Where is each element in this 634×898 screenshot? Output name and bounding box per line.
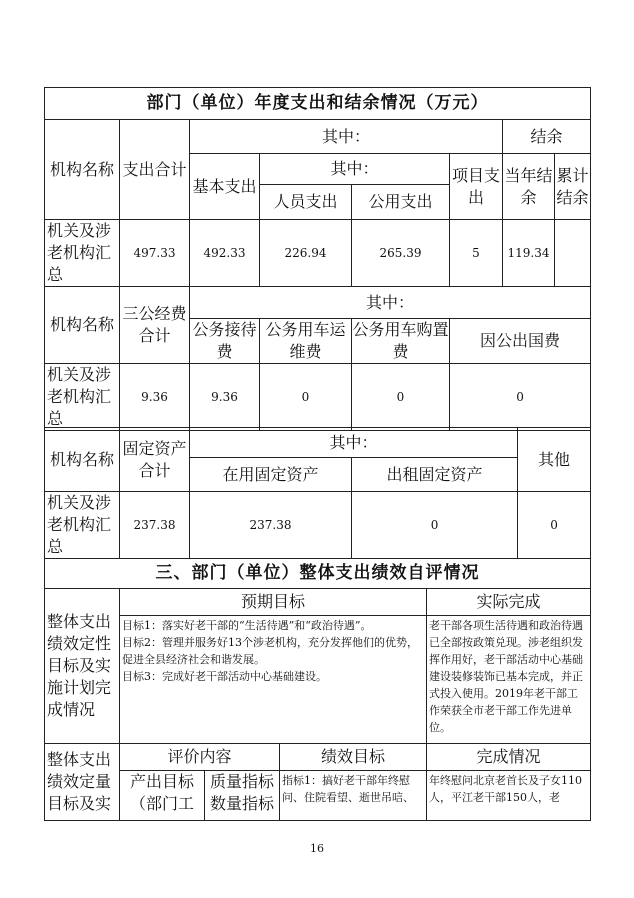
cell-car-purchase-expense: 0	[352, 364, 450, 431]
cell-car-operation-expense: 0	[260, 364, 352, 431]
surplus-header: 结余	[503, 120, 591, 154]
cell-other-assets: 0	[518, 492, 591, 559]
output-goal-cell: 产出目标（部门工	[120, 771, 205, 821]
personnel-expenditure-header: 人员支出	[260, 185, 352, 220]
of-which-header: 其中：	[190, 120, 503, 154]
rented-assets-header: 出租固定资产	[352, 458, 518, 492]
section3-title: 三、部门（单位）整体支出绩效自评情况	[45, 559, 591, 589]
org-name-header: 机构名称	[45, 428, 120, 492]
cell-basic-expenditure: 492.33	[190, 220, 260, 287]
expenditure-surplus-table	[44, 87, 591, 287]
completion-status-header: 完成情况	[427, 744, 591, 771]
cell-year-surplus: 119.34	[503, 220, 555, 287]
cell-public-use-expenditure: 265.39	[352, 220, 450, 287]
basic-expenditure-header: 基本支出	[190, 154, 260, 220]
qualitative-goals-label: 整体支出绩效定性目标及实施计划完成情况	[45, 589, 120, 744]
page-number: 16	[310, 842, 324, 855]
cumulative-surplus-header: 累计结余	[555, 154, 591, 220]
fixed-assets-total-header: 固定资产合计	[120, 428, 190, 492]
org-name-header: 机构名称	[45, 120, 120, 220]
public-use-expenditure-header: 公用支出	[352, 185, 450, 220]
fixed-assets-table	[44, 427, 591, 559]
performance-evaluation-table	[44, 558, 591, 821]
performance-goal-header: 绩效目标	[280, 744, 427, 771]
other-header: 其他	[518, 428, 591, 492]
cell-in-use-assets: 237.38	[190, 492, 352, 559]
cell-reception-expense: 9.36	[190, 364, 260, 431]
total-expenditure-header: 支出合计	[120, 120, 190, 220]
cell-total-expenditure: 497.33	[120, 220, 190, 287]
three-public-total-header: 三公经费合计	[120, 287, 190, 364]
actual-completion-header: 实际完成	[427, 589, 591, 616]
cell-cumulative-surplus	[555, 220, 591, 287]
cell-rented-assets: 0	[352, 492, 518, 559]
completion1-text: 年终慰问北京老首长及子女110人，平江老干部150人，老	[427, 771, 591, 821]
cell-personnel-expenditure: 226.94	[260, 220, 352, 287]
indicator1-text: 指标1：搞好老干部年终慰问、住院看望、逝世吊唁、	[280, 771, 427, 821]
of-which-sub-header: 其中：	[260, 154, 450, 185]
actual-completion-text: 老干部各项生活待遇和政治待遇已全部按政策兑现。涉老组织发挥作用好，老干部活动中心基础建设装修装饰已基本完成，并正式投入使用。2019年老干部工作荣获全市老干部工作先进单位。	[427, 616, 591, 744]
expected-goals-header: 预期目标	[120, 589, 427, 616]
of-which-header: 其中：	[190, 428, 518, 458]
row-org-name: 机关及涉老机构汇总	[45, 220, 120, 287]
cell-project-expenditure: 5	[450, 220, 503, 287]
year-surplus-header: 当年结余	[503, 154, 555, 220]
project-expenditure-header: 项目支出	[450, 154, 503, 220]
three-public-expenses-table	[44, 286, 591, 431]
cell-overseas-trip-expense: 0	[450, 364, 591, 431]
row-org-name: 机关及涉老机构汇总	[45, 492, 120, 559]
evaluation-content-header: 评价内容	[120, 744, 280, 771]
of-which-header: 其中：	[190, 287, 591, 319]
in-use-assets-header: 在用固定资产	[190, 458, 352, 492]
expenditure-table-title: 部门（单位）年度支出和结余情况（万元）	[45, 88, 591, 120]
cell-three-public-total: 9.36	[120, 364, 190, 431]
row-org-name: 机关及涉老机构汇总	[45, 364, 120, 431]
expected-goals-text: 目标1：落实好老干部的“生活待遇”和“政治待遇”。 目标2：管理并服务好13个涉老机构，充分发挥他们的优势，促进全县经济社会和谐发展。 目标3：完成好老干部活动中心基础建设。	[120, 616, 427, 744]
car-operation-expense-header: 公务用车运维费	[260, 319, 352, 364]
reception-expense-header: 公务接待费	[190, 319, 260, 364]
quantitative-goals-label: 整体支出绩效定量目标及实	[45, 744, 120, 821]
car-purchase-expense-header: 公务用车购置费	[352, 319, 450, 364]
overseas-trip-expense-header: 因公出国费	[450, 319, 591, 364]
cell-fixed-assets-total: 237.38	[120, 492, 190, 559]
indicator-type-cell: 质量指标数量指标	[205, 771, 280, 821]
org-name-header: 机构名称	[45, 287, 120, 364]
